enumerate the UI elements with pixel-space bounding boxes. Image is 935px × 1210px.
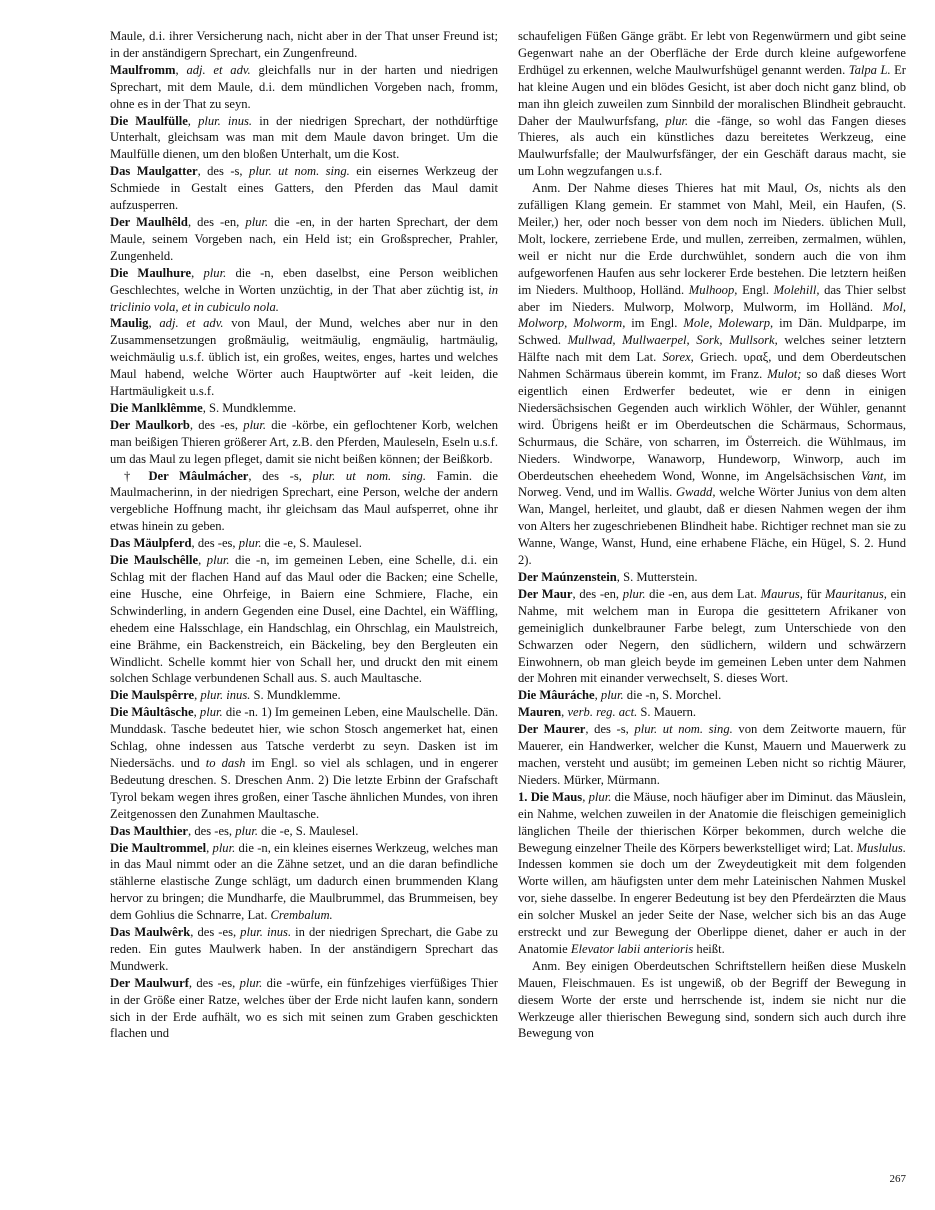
page-number: 267 (889, 1173, 906, 1185)
dictionary-entry (110, 535, 498, 552)
headword: Der Maurer (518, 722, 586, 737)
entry-text: die -e, S. Maulesel. (257, 823, 359, 838)
headword: Die Maultrommel (110, 840, 207, 855)
headword: Maulfromm (110, 62, 176, 77)
entry-text: Er hat kleine Augen und ein blödes Gesicht, ist aber doch nicht ganz blind, ob man ihn gleich zuweilen zum Sinnbild der moralischen Blindheit gebraucht. Daher der Maulwurfsfang, (518, 62, 906, 128)
italic-term: Sorex, (662, 350, 694, 365)
entry-text: die -n, eben daselbst, eine Person weiblichen Geschlechtes, welche in Worten unzüchtig, in der That aber züchtig ist, (110, 265, 498, 297)
entry-text: , (594, 688, 601, 703)
entry-text: im Norweg. Vend, und im Wallis. (518, 468, 906, 500)
grammar-note: plur. (235, 823, 258, 838)
entry-text: , des -es, (188, 975, 240, 990)
headword: Der Maur (518, 586, 573, 601)
left-column (110, 28, 498, 1042)
entry-text: , S. Mutterstein. (616, 570, 698, 584)
dictionary-entry (110, 823, 498, 840)
italic-term: Talpa L. (848, 62, 891, 77)
entry-text: die -n, S. Morchel. (623, 688, 722, 703)
grammar-note: plur. (588, 789, 612, 804)
headword: Das Mäulpferd (110, 536, 192, 551)
headword: Die Maulschêlle (110, 553, 199, 568)
entry-text: für (802, 586, 825, 601)
entry-text: , (187, 113, 199, 128)
grammar-note: verb. reg. act. (567, 705, 638, 720)
italic-term: Mol, Molworp, Molworm, (518, 299, 906, 331)
headword: Die Maulfülle (110, 113, 188, 128)
dictionary-entry (110, 113, 498, 164)
grammar-note: plur. inus. (240, 925, 292, 940)
entry-text: , des -es, (190, 925, 241, 940)
entry-text: im Engl. so viel als schlagen, und in engerer Bedeutung dreschen. S. Dreschen Anm. 2) Die letzte Erbinn der Grafschaft Tyrol bekam wegen ihres großen, einer Tasche ähnlichen Mundes, von ihren Zeitgenossen den Zunahmen Maultasche. (110, 755, 498, 821)
grammar-note: plur. (212, 840, 236, 855)
entry-text: schaufeligen Füßen Gänge gräbt. Er lebt von Regenwürmern und gibt seine Gegenwart nahe an der Oberfläche der Erde durch kleine aufgeworfene Erdhügel zu erkennen, welche Maulwurfshügel genannt werden. (518, 29, 906, 77)
entry-text: im Dän. Muldparpe, im Schwed. (518, 316, 906, 348)
dictionary-entry (110, 265, 498, 316)
dictionary-entry (518, 586, 906, 687)
headword: Maulig (110, 316, 149, 331)
grammar-note: plur. (199, 705, 223, 720)
headword: Der Maulhêld (110, 214, 188, 229)
headword: Das Maulgatter (110, 164, 198, 179)
entry-text: die -körbe, ein geflochtener Korb, welchen man beißigen Thieren größerer Art, z.B. den Pferden, Mauleseln, Eseln u.s.f. um das Maul zu legen pfleget, damit sie nicht beißen können; der Beißkorb. (110, 417, 498, 466)
italic-term: in triclinio vola, et in cubiculo nola. (110, 282, 498, 314)
dictionary-entry (518, 704, 906, 721)
italic-term: Vant, (860, 468, 887, 483)
italic-term: Mole, Molewarp, (683, 316, 774, 331)
dictionary-entry (518, 28, 906, 180)
dictionary-entry (518, 958, 906, 1043)
entry-text: von Maul, der Mund, welches aber nur in den Zusammensetzungen großmäulig, weitmäulig, engmäulig, hartmäulig, weichmäulig u.s.f. üblich ist, ein großes, weites, enges, hartes und welches Maul habend, welche Wörter auch Hauptwörter auf -keit leiden, die Hartmäuligkeit u.s.f. (110, 316, 498, 399)
entry-text: die -fänge, so wohl das Fangen dieses Thieres, als auch ein künstliches dazu bereitetes Werkzeug, eine Maulwurfsfalle; der Maulwurfsfänger, der ein Geschäft daraus macht, sie um Lohn wegzufangen u.s.f. (518, 113, 906, 179)
grammar-note: plur. (203, 265, 227, 280)
entry-text: , des -es, (188, 823, 236, 838)
headword: 1. Die Maus (518, 789, 583, 804)
dictionary-entry (518, 789, 906, 958)
headword: Die Maulhure (110, 265, 192, 280)
right-column (518, 28, 906, 1042)
italic-term: Mulot; (767, 367, 802, 382)
entry-text: , des -es, (191, 536, 239, 551)
entry-text: , des -es, (189, 417, 244, 432)
entry-text: gleichfalls nur in der harten und niedrigen Sprechart, mit dem Maule, d.i. dem mündlichen Vorgeben nach, fromm, ohne es in der That zu seyn. (110, 62, 499, 111)
dictionary-entry (110, 28, 498, 62)
italic-term: Gwadd, (675, 485, 716, 500)
dictionary-entry (110, 214, 498, 265)
entry-text: die -en, in der harten Sprechart, der dem Maule, seinem Vorgeben nach, ein Held ist; ein Großsprecher, Prahler, Zungenheld. (110, 214, 499, 263)
dictionary-entry (110, 62, 498, 113)
grammar-note: adj. et adv. (186, 62, 251, 77)
entry-text: Anm. Der Nahme dieses Thieres hat mit Maul, (532, 181, 805, 196)
entry-text: in der niedrigen Sprechart, der nothdürftige Unterhalt, gleichsam was man mit dem Maule davon bringet. Um die Maulfülle dienen, um den bloßen Unterhalt, um die Kost. (110, 113, 498, 162)
entry-text: die -würfe, ein fünfzehiges vierfüßiges Thier in der Größe einer Ratze, welches über der Erde nicht laufen kann, sondern sich in der Erde aufhält, wo es sich mit seinen zum Graben geschickten flachen und (110, 975, 499, 1041)
italic-term: Maurus, (760, 586, 803, 601)
entry-text: die -n, im gemeinen Leben, eine Schelle, d.i. ein Schlag mit der flachen Hand auf das Maul oder die Backen; eine Schelle, eine Husche, eine Ohrfeige, in Baiern eine Schmiere, Flache, ein Schwinderling, in andern Gegenden eine Dusel, eine Dachtel, ein Wäffling, ehedem eine Halsschlage, ein Handschlag, ein Ohrschlag, ein Maulstreich, eine Brähme, ein Backenstreich, ein Bäckeling, bey den Bergleuten ein Windlicht. Schelle kommt hier von Schall her, und druckt den mit einem solchen Schlage verbundenen Schall aus. S. auch Maultasche. (110, 553, 498, 686)
grammar-note: plur. (245, 214, 269, 229)
entry-text: , (148, 316, 160, 331)
entry-text: , des -s, (197, 164, 250, 179)
entry-text: die Mäuse, noch häufiger aber im Diminut. das Mäuslein, ein Nahme, welchen zuweilen in der Anatomie die fleischigen gemeiniglich länglichen Theile der thierischen Körper bekommen, durch welche die Bewegung einzelner Theile des Körpers bewerkstelliget wird; Lat. (518, 789, 907, 855)
grammar-note: plur. ut nom. sing. (312, 468, 426, 483)
dictionary-entry (110, 468, 498, 536)
entry-text: die -n, ein kleines eisernes Werkzeug, welches man in das Maul nimmt oder an die Zähne setzet, und an die daran befindliche stählerne elastische Zunge schlägt, um dadurch einen brummenden Klang hervor zu bringen; die Mundharfe, die Maulbrummel, das Brummeisen, bey dem Gohlius die Schnarre, Lat. (110, 840, 499, 923)
headword: Das Maulwêrk (110, 925, 191, 940)
dictionary-entry (518, 569, 906, 586)
entry-text: Engl. (737, 282, 774, 297)
headword: Der Maúnzenstein (518, 570, 617, 584)
italic-term: Elevator labii anterioris (570, 941, 694, 956)
dictionary-entry (518, 687, 906, 704)
dictionary-entry (110, 417, 498, 468)
grammar-note: plur. (622, 586, 646, 601)
entry-text: die -n. 1) Im gemeinen Leben, eine Maulschelle. Dän. Munddask. Tasche bedeutet hier, wie schon Stosch angemerket hat, einen Schlag, ohne indessen aus Tatsche verderbt zu seyn. Dasken ist im Niedersächs. und (110, 705, 498, 770)
grammar-note: plur. (665, 113, 689, 128)
headword: Die Manlklêmme (110, 400, 203, 415)
dictionary-entry (110, 163, 498, 214)
entry-text: Famin. die Maulmacherinn, in der niedrigen Sprechart, eine Person, welche der andern vergebliche Hoffnung macht, ihr gleichsam das Maul aufsperret, ohne ihr etwas hinein zu geben. (110, 468, 499, 534)
dictionary-entry (110, 704, 498, 822)
entry-text: , des -s, (585, 722, 635, 737)
headword: Mauren (518, 705, 562, 720)
entry-text: ein eisernes Werkzeug der Schmiede in Gestalt eines Gatters, den Pferden das Maul damit aufzusperren. (110, 164, 499, 213)
entry-text: so daß dieses Wort eigentlich einen Erdwerfer bedeutet, wie er denn in einigen Niedersächsischen Gegenden auch wirklich Wöhler, der Wühler, genannt wird. Übrigens heißt er im Oberdeutschen die Schärmaus, Schormaus, Schurmaus, die Schäre, von scharren, im Österreich. die Wühlmaus, im Nieders. Windworpe, Wanaworp, Hundeworp, Winworp, auch im Oberdeutschen eheehedem Wond, Wonne, im Angelsächsischen (518, 367, 906, 483)
headword: Die Maulspêrre (110, 688, 195, 703)
entry-text: im Engl. (625, 316, 684, 331)
grammar-note: plur. (238, 536, 262, 551)
grammar-note: plur. (206, 553, 230, 568)
entry-text: , (198, 553, 207, 568)
entry-text: welches seiner letztern Hälfte nach mit dem Lat. (518, 333, 906, 365)
grammar-note: plur. (243, 417, 267, 432)
entry-text: S. Mauern. (637, 705, 697, 720)
headword: Der Mâulmácher (148, 468, 249, 483)
dictionary-entry (110, 315, 498, 400)
entry-text: , (194, 688, 201, 703)
dictionary-entry (518, 180, 906, 569)
dictionary-entry (110, 552, 498, 687)
entry-text: , (582, 789, 589, 804)
dictionary-entry (110, 400, 498, 417)
italic-term: Crembalum. (270, 908, 333, 923)
dictionary-entry (110, 840, 498, 925)
entry-text: das Thier selbst aber im Nieders. Mulworp, Molworp, Mulworm, im Holländ. (518, 282, 906, 314)
italic-term: Mauritanus, (824, 586, 887, 601)
entry-text: welche Wörter Junius von dem alten Wan, Mangel, herleitet, und glaubt, daß er diesen Nahmen wegen der ihm von Alters her zugeschriebenen Blindheit habe. Richtiger rechnet man sie zu Wanne, Wange, Wanst, Hund, eine erhabene Fläche, ein Hügel, S. 2. Hund 2). (518, 485, 906, 568)
entry-text: † (124, 468, 149, 483)
entry-text: Anm. Bey einigen Oberdeutschen Schriftstellern heißen diese Muskeln Mauen, Fleischmauen. Es ist ungewiß, ob der Begriff der Bewegung in diesem Worte der erste und herrschende ist, indem sie nicht nur die Werkzeuge aller thierischen Bewegung sind, sondern sich auch durch ihre Bewegung von (518, 958, 906, 1041)
entry-text: in der niedrigen Sprechart, die Gabe zu reden. Ein gutes Maulwerk haben. In der anständigern Sprechart das Mundwerk. (110, 925, 498, 973)
entry-text: , des -s, (248, 468, 313, 483)
entry-text: Maule, d.i. ihrer Versicherung nach, nicht aber in der That unser Freund ist; in der anständigern Sprechart, ein Zungenfreund. (110, 29, 498, 60)
entry-text: , des -en, (187, 214, 246, 229)
italic-term: Muslulus. (856, 840, 906, 855)
entry-text: , (175, 62, 187, 77)
grammar-note: plur. (239, 975, 263, 990)
headword: Die Mâuráche (518, 688, 595, 703)
grammar-note: adj. et adv. (159, 316, 224, 331)
headword: Das Maulthier (110, 823, 189, 838)
dictionary-entry (110, 687, 498, 704)
entry-text: von dem Zeitworte mauern, für Mauerer, ein Handwerker, welcher die Kunst, Mauern und Mauerwerk zu machen, versteht und ausübt; im gemeinen Leben nicht so richtig Mäurer, Nieders. Mürker, Mürmann. (518, 722, 906, 787)
entry-text: , des -en, (572, 586, 623, 601)
italic-term: Mulhoop, (688, 282, 738, 297)
entry-text: , (206, 840, 213, 855)
grammar-note: plur. ut nom. sing. (634, 722, 733, 737)
grammar-note: plur. inus. (200, 688, 251, 703)
entry-text: , (561, 705, 568, 720)
dictionary-entry (110, 975, 498, 1043)
entry-text: nichts als den zufälligen Klang gemein. Er stammet von Mahl, Meil, ein Haufen, (S. Meiler,) her, oder noch besser von dem noch im Nieders. üblichen Mull, Molt, lockere, zerriebene Erde, und mullen, zerreiben, zermalmen, wühlen, weil er nicht nur die Erde durchwühlet, sondern auch die von ihm aufgeworfenen Haufen aus sehr lockerer Erde bestehen. Die letztern heißen im Nieders. Multhoop, Holländ. (518, 181, 907, 297)
entry-text: S. Mundklemme. (250, 688, 341, 703)
grammar-note: plur. (600, 688, 624, 703)
headword: Der Maulwurf (110, 975, 189, 990)
italic-term: Mullwad, Mullwaerpel, Sork, Mullsork, (567, 333, 778, 348)
grammar-note: plur. ut nom. sing. (249, 164, 350, 179)
entry-text: die -e, S. Maulesel. (261, 536, 362, 551)
dictionary-entry (110, 924, 498, 975)
italic-term: to dash (205, 755, 246, 770)
italic-term: Molehill, (773, 282, 820, 297)
entry-text: , S. Mundklemme. (202, 400, 297, 415)
italic-term: Os, (804, 181, 822, 196)
entry-text: , (191, 265, 204, 280)
entry-text: , (193, 705, 200, 720)
entry-text: Indessen kommen sie doch um der Zweydeutigkeit mit dem folgenden Worte willen, am häufigsten unter dem mehr Lateinischen Nahmen Muskel vor, siehe dasselbe. In engerer Bedeutung ist bey den Pferdeärzten die Maus ein solcher Muskel an jeder Seite der Nase, welcher sich bis an das Auge erstreckt und zur Bewegung der Oberlippe dienet, daher er auch in der Anatomie (518, 857, 906, 956)
entry-text: heißt. (693, 941, 725, 956)
entry-text: ein Nahme, mit welchem man in Europa die gesittetern Afrikaner von gemeiniglich dunkelbrauner Farbe belegt, zum Unterschiede von den Schwarzen oder Negern, den südlichern, wildern und schwärzern Einwohnern, ob man gleich beyde im gemeinen Leben unter dem Nahmen der Mohren mit einander verwechselt, S. dieses Wort. (518, 586, 906, 686)
dictionary-entry (518, 721, 906, 789)
entry-text: die -en, aus dem Lat. (645, 586, 761, 601)
headword: Der Maulkorb (110, 417, 190, 432)
entry-text: Griech. υραξ, und dem Oberdeutschen Nahmen Schärmaus überein kommt, im Franz. (518, 350, 907, 382)
grammar-note: plur. inus. (198, 113, 253, 128)
headword: Die Mâultâsche (110, 705, 194, 720)
